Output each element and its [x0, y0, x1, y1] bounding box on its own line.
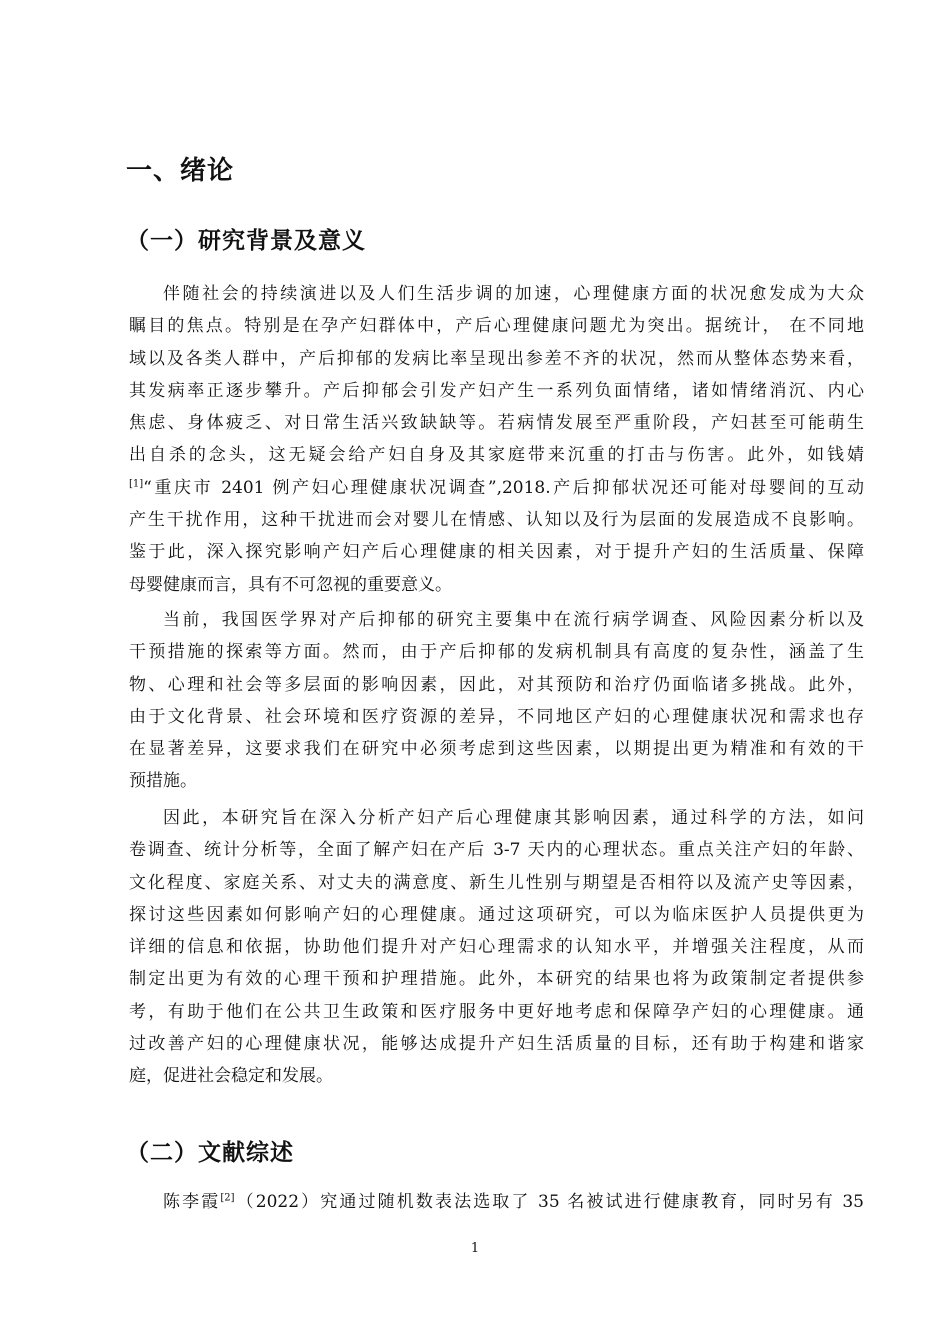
citation-marker: [2]: [220, 1192, 235, 1204]
text-line-with-citation: [129, 472, 864, 504]
text-line: 物、心理和社会等多层面的影响因素，因此，对其预防和治疗仍面临诸多挑战。此外，: [129, 674, 864, 695]
page-number: 1: [470, 1241, 480, 1256]
paragraph-literature-1: [129, 1186, 864, 1218]
text-line: 焦虑、身体疲乏、对日常生活兴致缺缺等。若病情发展至严重阶段，产妇甚至可能萌生: [129, 413, 864, 434]
paragraph-background-2: [129, 604, 864, 798]
text-line: 卷调查、统计分析等，全面了解产妇在产后 3-7 天内的心理状态。重点关注产妇的年龄、: [129, 840, 864, 861]
text-line: 探讨这些因素如何影响产妇的心理健康。通过这项研究，可以为临床医护人员提供更为: [129, 904, 864, 925]
text-line: 鉴于此，深入探究影响产妇产后心理健康的相关因素，对于提升产妇的生活质量、保障: [129, 542, 864, 563]
citation-marker: [1]: [129, 478, 144, 490]
section-heading-background: （一）研究背景及意义: [126, 228, 366, 254]
text-fragment: “重庆市 2401 例产妇心理健康状况调查”,2018.产后抑郁状况还可能对母婴间的互动: [143, 477, 864, 498]
section-heading-literature-review: （二）文献综述: [126, 1140, 294, 1166]
text-fragment: 陈李霞: [163, 1192, 221, 1212]
text-line: 域以及各类人群中，产后抑郁的发病比率呈现出参差不齐的状况，然而从整体态势来看，: [129, 348, 864, 369]
text-line: 因此，本研究旨在深入分析产妇产后心理健康其影响因素，通过科学的方法，如问: [163, 808, 864, 828]
text-line: 制定出更为有效的心理干预和护理措施。此外，本研究的结果也将为政策制定者提供参: [129, 969, 864, 990]
text-fragment: （2022）究通过随机数表法选取了 35 名被试进行健康教育，同时另有 35: [234, 1192, 864, 1212]
text-line-with-citation: [129, 1186, 864, 1218]
text-line: 当前，我国医学界对产后抑郁的研究主要集中在流行病学调查、风险因素分析以及: [163, 610, 864, 630]
text-line: 考，有助于他们在公共卫生政策和医疗服务中更好地考虑和保障孕产妇的心理健康。通: [129, 1001, 864, 1022]
text-line: 母婴健康而言，具有不可忽视的重要意义。: [129, 574, 452, 595]
text-line: 其发病率正逐步攀升。产后抑郁会引发产妇产生一系列负面情绪，诸如情绪消沉、内心: [129, 380, 864, 401]
text-line: 瞩目的焦点。特别是在孕产妇群体中，产后心理健康问题尤为突出。据统计， 在不同地: [129, 316, 864, 337]
paragraph-background-1: [129, 278, 864, 601]
text-line: 在显著差异，这要求我们在研究中必须考虑到这些因素，以期提出更为精准和有效的干: [129, 739, 864, 760]
text-line: 预措施。: [129, 771, 197, 792]
text-line: 详细的信息和依据，协助他们提升对产妇心理需求的认知水平，并增强关注程度，从而: [129, 937, 864, 958]
paragraph-background-3: [129, 802, 864, 1093]
text-line: 过改善产妇的心理健康状况，能够达成提升产妇生活质量的目标，还有助于构建和谐家: [129, 1034, 864, 1055]
text-line: 干预措施的探索等方面。然而，由于产后抑郁的发病机制具有高度的复杂性，涵盖了生: [129, 642, 864, 663]
text-line: 由于文化背景、社会环境和医疗资源的差异，不同地区产妇的心理健康状况和需求也存: [129, 706, 864, 727]
text-line: 文化程度、家庭关系、对丈夫的满意度、新生儿性别与期望是否相符以及流产史等因素，: [129, 872, 864, 893]
text-line: 伴随社会的持续演进以及人们生活步调的加速，心理健康方面的状况愈发成为大众: [163, 284, 864, 304]
chapter-heading: 一、绪论: [126, 156, 235, 186]
text-line: 产生干扰作用，这种干扰进而会对婴儿在情感、认知以及行为层面的发展造成不良影响。: [129, 510, 864, 531]
text-line: 庭，促进社会稳定和发展。: [129, 1066, 333, 1087]
text-line: 出自杀的念头，这无疑会给产妇自身及其家庭带来沉重的打击与伤害。此外，如钱婧: [129, 445, 864, 466]
